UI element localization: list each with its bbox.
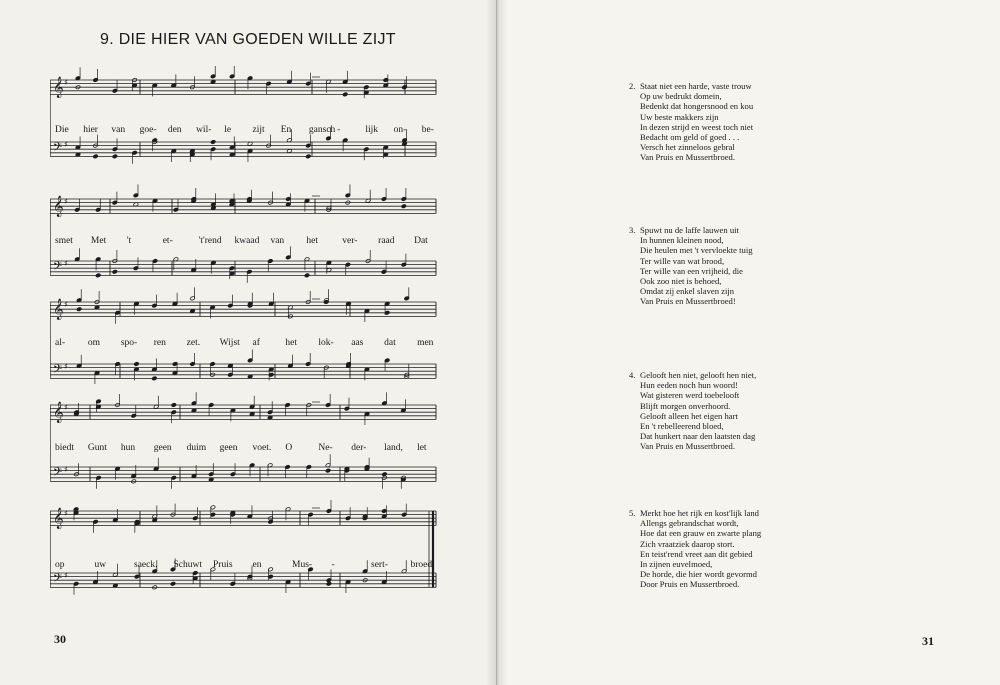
stanza-line: En 't rebelleerend bloed, [640,421,724,432]
stanza-line: Die heulen met 't vervloekte tuig [640,245,753,256]
lyric-syllable: Pruis [213,560,233,570]
note-head [93,154,98,159]
lyric-syllable: et- [162,236,173,246]
stanza-line: Ter wille van een vrijheid, die [640,265,743,276]
stanza-line: Wat gisteren werd toebelooft [640,390,740,401]
lyric-syllable: den [167,125,182,135]
lyric-syllable: op [55,560,65,570]
lyric-syllable: het [285,338,298,348]
lyric-syllable: voet. [252,443,272,453]
note-head [343,92,348,97]
note-head [230,582,235,587]
lyric-syllable: Ne- [318,443,333,453]
lyric-syllable: - [337,125,341,135]
lyric-syllable: geen [153,443,172,453]
lyric-syllable: Wijst [219,338,240,348]
lyric-syllable: lijk [365,125,379,135]
stanza-line: Blijft morgen onverhoord. [640,400,731,411]
note-head [95,273,100,278]
lyric-syllable: sert- [371,560,388,570]
lyric-line [55,338,495,352]
lyric-syllable: der- [351,443,367,453]
lyric-syllable: lok- [318,338,334,348]
note-head [112,154,117,159]
note-head [170,582,175,587]
left-page [0,0,497,685]
stanza-line: Van Pruis en Mussertbroed! [640,296,736,307]
song-title: 9. DIE HIER VAN GOEDEN WILLE ZIJT [100,31,396,48]
lyric-syllable: het [306,236,318,246]
note-head [112,270,117,275]
sharp-icon: ♯ [64,197,68,206]
lyric-syllable: - [331,560,335,570]
stanza-line: Allengs gebrandschat wordt, [640,518,739,529]
stanza-line: Ter wille van wat brood, [640,255,725,266]
note-head [306,154,311,159]
lyric-line [55,443,495,457]
bass-clef-icon: 𝄢 [53,572,63,588]
lyric-syllable: smet [55,236,73,246]
bass-clef-icon: 𝄢 [53,141,63,157]
lyric-syllable: let [417,443,427,453]
stanza-line: De horde, die hier wordt gevormd [640,569,757,580]
lyric-syllable: spo- [120,338,138,348]
note-head [401,204,406,209]
lyric-syllable: saeck. [134,560,158,570]
lyric-line [55,125,495,139]
stanza-line: Bedenkt dat hongersnood en kou [640,101,754,112]
stanza-line: Zich vraatziek daarop stort. [640,538,735,549]
treble-clef-icon: 𝄞 [53,77,64,98]
stanza-line: Door Pruis en Mussertbroed. [640,579,740,590]
lyric-syllable: zijt [252,125,265,135]
lyric-syllable: kwaad [234,236,260,246]
stanza-line: Ook zoo niet is behoed, [640,276,722,287]
stanza-line: Bedacht om geld of goed . . . [640,132,740,143]
stanza-line: Merkt hoe het rijk en kost'lijk land [640,508,759,518]
lyric-syllable: raad [378,236,395,246]
lyric-syllable: Met [90,236,107,246]
stanza-number: 5. [629,508,636,518]
stanza-line: Omdat zij enkel slaven zijn [640,286,735,297]
page-number-right: 31 [922,634,934,648]
lyric-syllable: 't'rend [198,236,222,246]
lyric-syllable: gansch [308,125,336,135]
sharp-icon: ♯ [64,571,68,580]
stanza-line: Staat niet een harde, vaste trouw [640,81,752,91]
lyric-syllable: hun [120,443,136,453]
stanza-number: 2. [629,81,636,91]
lyric-syllable: biedt [55,443,74,453]
lyric-syllable: aas [351,338,364,348]
note-head [152,376,157,381]
lyric-syllable: om [87,338,101,348]
lyric-syllable: geen [219,443,238,453]
note-head [382,472,387,477]
sharp-icon: ♯ [64,259,68,268]
bass-clef-icon: 𝄢 [53,363,63,379]
stanza-line: Spuwt nu de laffe lauwen uit [640,225,739,235]
note-head [171,403,176,408]
lyric-syllable: goe- [139,125,157,135]
stanza-line: Gelooft hen niet, gelooft hen niet, [640,370,757,380]
bass-clef-icon: 𝄢 [53,466,63,482]
sharp-icon: ♯ [64,509,68,518]
note-head [304,273,309,278]
stanza [629,81,754,163]
lyric-syllable: duim [186,443,207,453]
lyric-syllable: Schuwt [173,560,202,570]
stanza-line: Van Pruis en Mussertbroed. [640,441,735,452]
treble-clef-icon: 𝄞 [53,299,64,320]
lyric-syllable: ren [153,338,166,348]
lyric-syllable: al- [55,338,66,348]
lyric-syllable: Dat [414,236,428,246]
lyric-syllable: Gunt [87,443,107,453]
stanza [629,225,753,307]
bass-clef-icon: 𝄢 [53,260,63,276]
note-head [326,582,331,587]
lyric-syllable: land, [384,443,403,453]
stanza-line: In dezen strijd en weest toch niet [640,121,754,132]
treble-clef-icon: 𝄞 [53,196,64,217]
lyric-syllable: Mus- [292,560,313,570]
lyric-syllable: af [252,338,260,348]
stanza [629,508,762,590]
lyric-syllable: on- [393,125,407,135]
stanza-line: Versch het zinneloos gebral [640,142,735,153]
lyric-syllable: be- [421,125,434,135]
lyric-syllable: broed. [410,560,435,570]
lyric-syllable: le [224,125,232,135]
stanza-line: Uw beste makkers zijn [640,111,719,122]
lyric-syllable: O [285,443,293,453]
lyric-syllable: Die [55,125,69,135]
note-head [381,270,386,275]
stanza-number: 4. [629,370,636,380]
stanza-line: Dat hunkert naar den laatsten dag [640,431,756,442]
stanza-line: Hoe dat een grauw en zwarte plang [640,528,762,539]
stanza-number: 3. [629,225,636,235]
lyric-syllable: men [417,338,434,348]
lyric-syllable: van [270,236,285,246]
stanza-line: Op uw bedrukt domein, [640,91,722,102]
sharp-icon: ♯ [64,140,68,149]
lyric-syllable: ver- [342,236,358,246]
sharp-icon: ♯ [64,362,68,371]
lyric-line [55,236,495,250]
treble-clef-icon: 𝄞 [53,402,64,423]
stanza [629,370,757,452]
lyric-syllable: hier [83,125,98,135]
note-head [210,140,215,145]
lyric-syllable: wil- [196,125,212,135]
sharp-icon: ♯ [64,403,68,412]
note-head [76,307,81,312]
stanza-line: Hun eeden noch hun woord! [640,380,738,391]
lyric-syllable: 't [126,236,132,246]
stanza-line: Van Pruis en Mussertbroed. [640,152,735,163]
stanza-line: Gelooft alleen het eigen hart [640,410,738,421]
lyric-syllable: van [111,125,126,135]
lyric-syllable: dat [384,338,396,348]
lyric-syllable: En [280,125,292,135]
sharp-icon: ♯ [64,78,68,87]
treble-clef-icon: 𝄞 [53,508,64,529]
sharp-icon: ♯ [64,300,68,309]
note-head [325,468,330,473]
note-head [134,362,139,367]
stanza-line: In hunnen kleinen nood, [640,235,724,246]
sharp-icon: ♯ [64,465,68,474]
lyric-syllable: en [252,560,262,570]
lyric-syllable: uw [94,560,107,570]
lyric-line [55,560,495,574]
page-number-left: 30 [54,632,66,646]
lyric-syllable: zet. [186,338,201,348]
stanza-line: En teist'rend vreet aan dit gebied [640,548,753,559]
note-head [402,85,407,90]
stanza-line: In zijnen euvelmoed, [640,559,713,570]
